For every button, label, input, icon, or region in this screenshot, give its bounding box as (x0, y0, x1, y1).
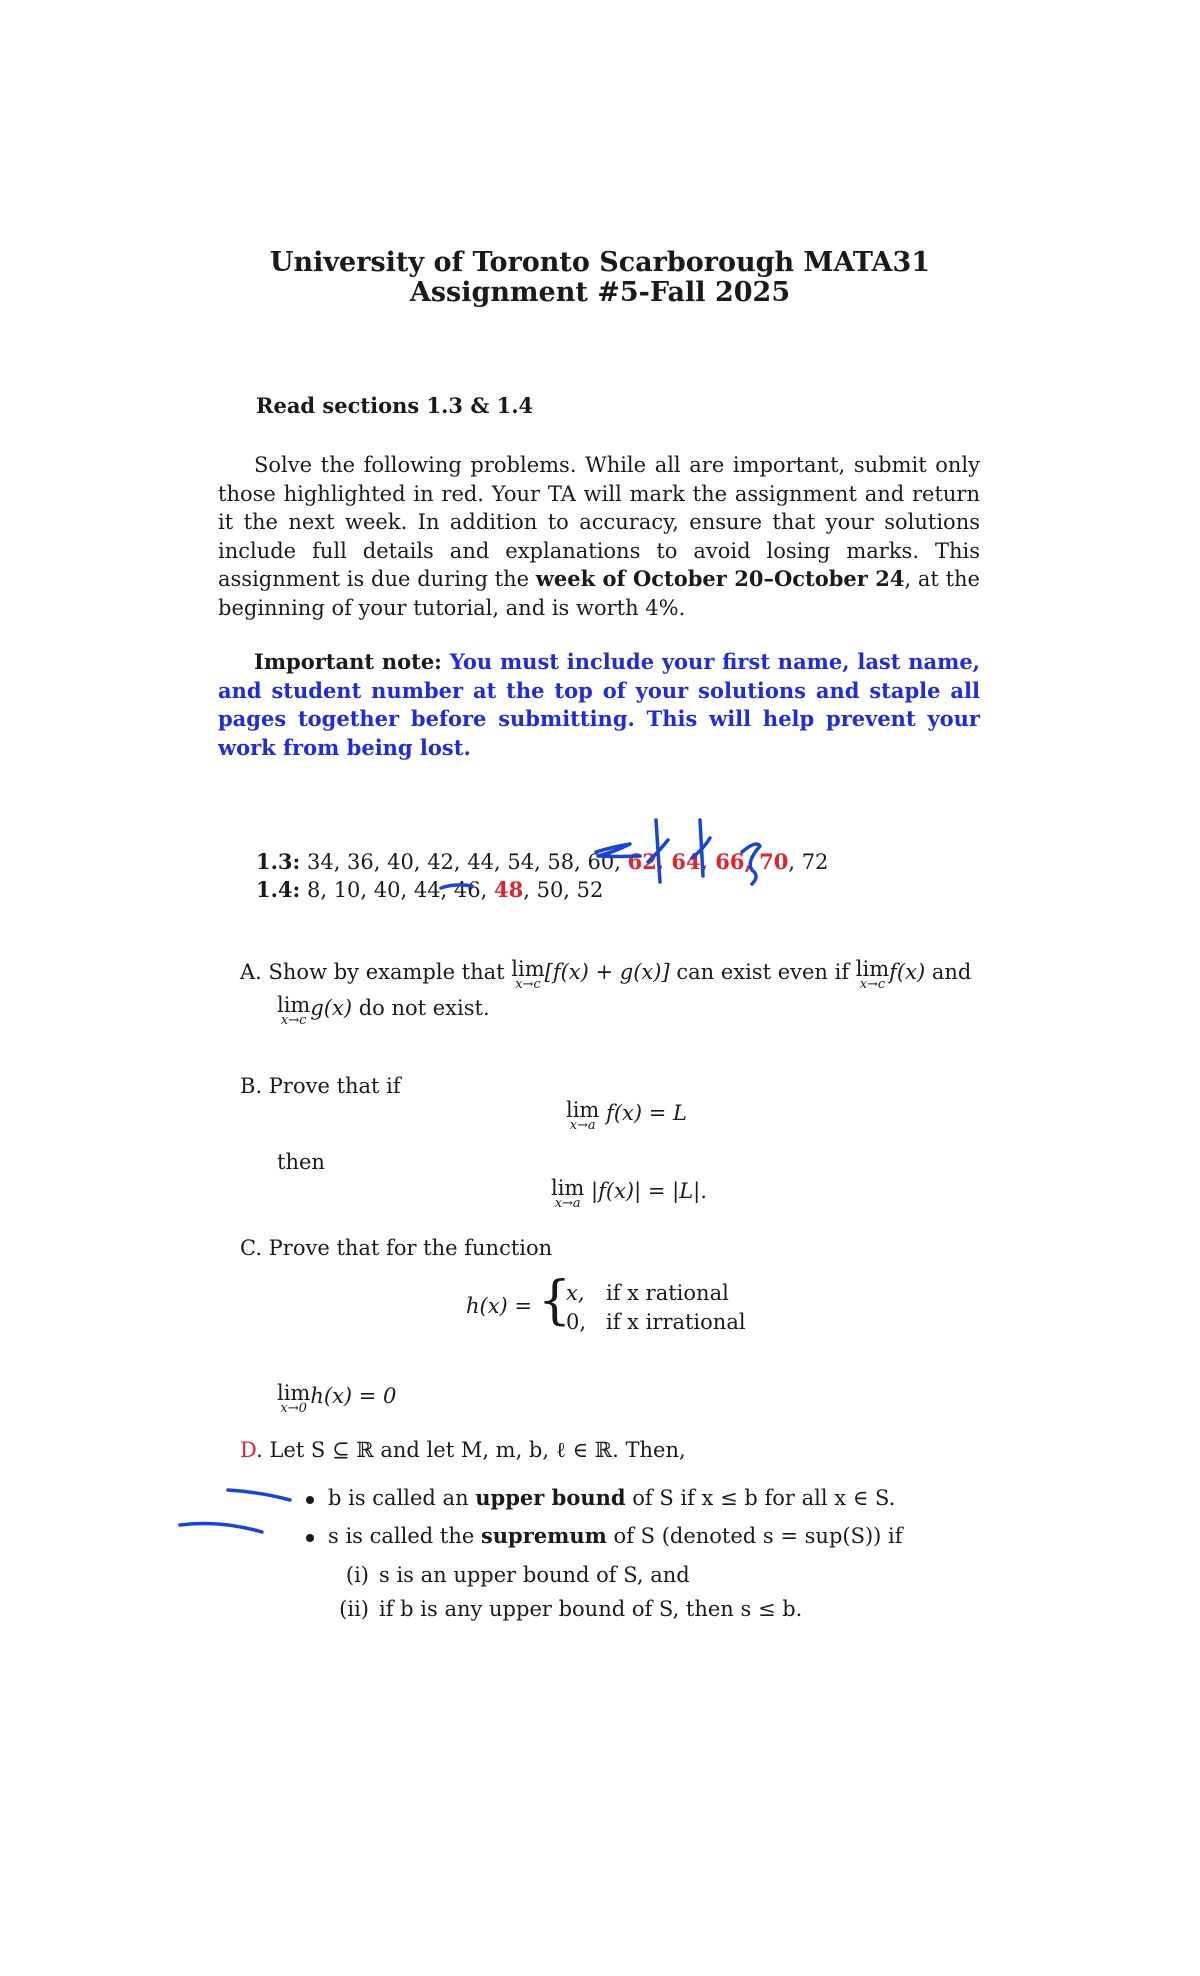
lim-word: lim (277, 1381, 311, 1405)
problem-b-eq1-expr: f(x) = L (606, 1101, 687, 1125)
section-1-4-required: 48 (494, 877, 524, 902)
problem-b-eq2-expr: |f(x)| = |L|. (591, 1179, 707, 1203)
piecewise-lhs-text: h(x) = (466, 1294, 533, 1318)
piecewise-case-1 (566, 1279, 729, 1307)
section-1-4-tail: , 50, 52 (523, 878, 604, 902)
limit-x-to-a-2 (551, 1177, 584, 1210)
section-1-4-plain: 8, 10, 40, 44, 46, (306, 878, 488, 902)
lim-word: lim (277, 993, 311, 1017)
section-1-4-label: 1.4: (256, 877, 301, 902)
piecewise-brace: { (538, 1271, 572, 1331)
condition-i-label: (i) (345, 1563, 369, 1587)
lim-word: lim (511, 957, 545, 981)
supremum-condition-ii (329, 1595, 802, 1623)
problem-c (240, 1234, 552, 1262)
limit-x-to-c-3 (277, 994, 310, 1027)
assignment-title-line2: Assignment #5-Fall 2025 (409, 277, 791, 308)
case1-condition: if x rational (606, 1281, 729, 1305)
problem-c-conclusion-expr: h(x) = 0 (310, 1384, 397, 1408)
problem-b-eq2 (551, 1177, 707, 1210)
problem-a-expr1: [f(x) + g(x)] (544, 960, 670, 984)
problem-c-conclusion (277, 1382, 396, 1415)
reading-label: Read sections 1.3 & 1.4 (256, 393, 534, 418)
limit-x-to-c-2 (856, 958, 889, 991)
upper-bound-text2: of S if x ≤ b for all x ∈ S. (625, 1486, 896, 1510)
supremum-text2: of S (denoted s = sup(S)) if (606, 1524, 903, 1548)
definition-supremum (306, 1522, 903, 1550)
problem-d-letter: D (240, 1438, 257, 1462)
lim-sub: x→0 (280, 1401, 307, 1416)
problem-b-eq1 (566, 1099, 687, 1132)
bullet-icon (306, 1534, 314, 1542)
piecewise-case-2 (566, 1308, 746, 1336)
bullet-icon (306, 1496, 314, 1504)
case2-value: 0, (566, 1310, 587, 1334)
important-note-label: Important note: (254, 649, 442, 674)
problem-a-text4: do not exist. (352, 996, 490, 1020)
section-1-3-plain: 34, 36, 40, 42, 44, 54, 58, 60, (306, 850, 621, 874)
section-1-3-required: 62, 64, 66, 70 (627, 849, 789, 874)
problem-b-letter: B (240, 1074, 256, 1098)
problem-b-text: . Prove that if (255, 1074, 401, 1098)
section-1-3-tail: , 72 (788, 850, 829, 874)
problem-a (240, 958, 971, 991)
important-note (218, 648, 980, 762)
problem-b-then: then (277, 1150, 325, 1174)
problem-a-line2 (277, 994, 490, 1027)
limit-x-to-c (511, 958, 544, 991)
lim-word: lim (855, 957, 890, 981)
lim-sub: x→a (554, 1196, 581, 1211)
lim-word: lim (566, 1098, 600, 1122)
definition-upper-bound (306, 1484, 895, 1512)
problem-a-expr2: f(x) (889, 960, 926, 984)
upper-bound-term: upper bound (475, 1485, 626, 1510)
lim-sub: x→c (515, 977, 541, 992)
ink-underline-upper-bound (228, 1490, 290, 1500)
problem-c-text: . Prove that for the function (255, 1236, 553, 1260)
instructions-part2: , at the beginning of your tutorial, and is worth 4%. (218, 567, 980, 620)
assignment-title-line1: University of Toronto Scarborough MATA31 (269, 247, 931, 278)
condition-i-text: s is an upper bound of S, and (379, 1563, 690, 1587)
instructions-part1: Solve the following problems. While all are important, submit only those highlighted in red. Your TA will mark the assignment and return it the next week. In addition to accuracy, ensure that your solutions include full details and explanations to avoid losing marks. This assignment is due during the (218, 453, 980, 591)
case2-condition: if x irrational (606, 1310, 746, 1334)
due-date: week of October 20–October 24 (535, 566, 905, 591)
condition-ii-label: (ii) (339, 1597, 369, 1621)
case1-value: x, (566, 1281, 585, 1305)
problem-b (240, 1072, 401, 1100)
section-1-3-label: 1.3: (256, 849, 301, 874)
problem-a-text2: can exist even if (669, 960, 856, 984)
piecewise-lhs (466, 1292, 532, 1320)
problem-d-text: . Let S ⊆ ℝ and let M, m, b, ℓ ∈ ℝ. Then, (256, 1438, 686, 1462)
problem-d (240, 1436, 686, 1464)
limit-x-to-0 (277, 1382, 310, 1415)
supremum-text1: s is called the (328, 1524, 481, 1548)
important-note-text: You must include your first name, last name, and student number at the top of your solutions and staple all pages together before submitting. This will help prevent your work from being lost. (218, 649, 980, 760)
problems-1-3 (256, 848, 828, 876)
problem-a-letter: A (240, 960, 256, 984)
problems-1-4 (256, 876, 603, 904)
lim-sub: x→c (859, 977, 886, 992)
problem-c-letter: C (240, 1236, 256, 1260)
lim-sub: x→c (280, 1013, 307, 1028)
condition-ii-text: if b is any upper bound of S, then s ≤ b. (379, 1597, 803, 1621)
problem-a-text1: . Show by example that (255, 960, 512, 984)
supremum-condition-i (329, 1561, 690, 1589)
ink-underline-supremum (180, 1524, 262, 1532)
upper-bound-text1: b is called an (328, 1486, 476, 1510)
supremum-term: supremum (480, 1523, 607, 1548)
instructions-paragraph (218, 451, 980, 622)
lim-word: lim (551, 1176, 585, 1200)
problem-a-expr3: g(x) (310, 996, 353, 1020)
problem-a-text3: and (925, 960, 972, 984)
limit-x-to-a (566, 1099, 599, 1132)
lim-sub: x→a (569, 1118, 596, 1133)
